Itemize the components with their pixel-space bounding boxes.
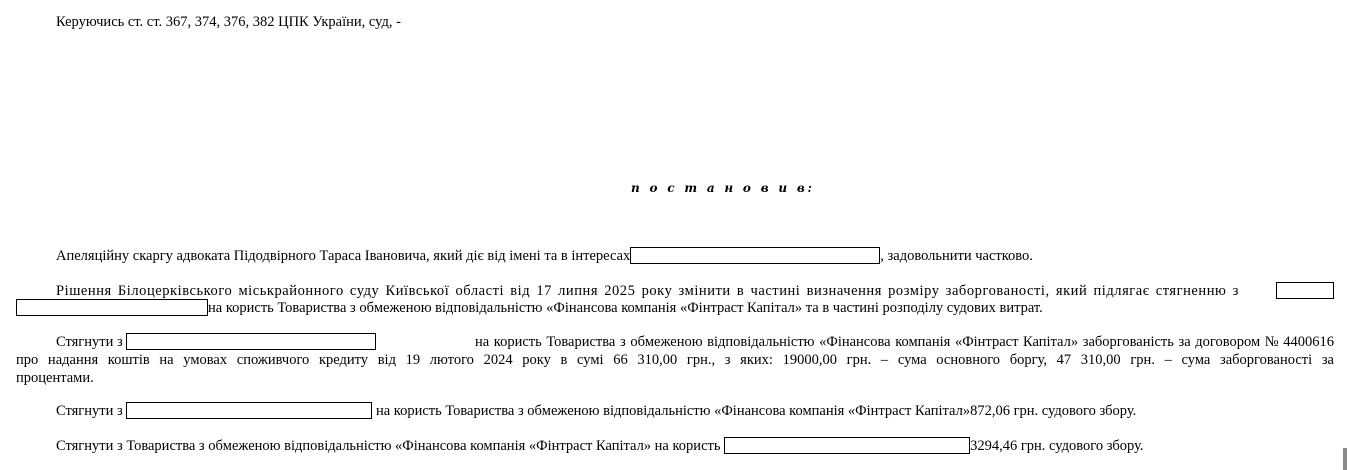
preamble-text: Керуючись ст. ст. 367, 374, 376, 382 ЦПК України, суд, - [56,14,401,30]
court-fee-2-tail: 3294,46 грн. судового збору. [970,438,1144,454]
paragraph-decision-line1 [56,282,1334,300]
redacted-name-box [630,247,880,264]
redacted-name-box [1276,282,1334,299]
redacted-name-box [126,333,376,350]
paragraph-recover-debt-line2: про надання коштів на умовах споживчого кредиту від 19 лютого 2024 року в сумі 66 310,00 грн., з яких: 19000,00 грн. – сума основного боргу, 47 310,00 грн. – сума заборгованості за [16,352,1334,368]
paragraph-decision-tail: на користь Товариства з обмеженою відповідальністю «Фінансова компанія «Фінтраст Капітал» та в частині розподілу судових витрат. [208,300,1043,316]
redacted-name-box [724,437,970,454]
paragraph-decision-text: Рішення Білоцерківського міськрайонного суду Київської області від 17 липня 2025 року змінити в частині визначення розміру заборгованості, який підлягає стягненню з [56,283,1239,299]
paragraph-recover-debt-text: на користь Товариства з обмеженою відповідальністю «Фінансова компанія «Фінтраст Капітал» заборгованість за договором № 4400616 [474,334,1334,350]
paragraph-recover-debt-line1 [56,333,1334,351]
court-fee-1-text: на користь Товариства з обмеженою відповідальністю «Фінансова компанія «Фінтраст Капітал»872,06 грн. судового збору. [375,403,1137,419]
paragraph-appeal-text: Апеляційну скаргу адвоката Підодвірного Тараса Івановича, який діє від імені та в інтересах [56,248,631,264]
paragraph-appeal-tail: , задовольнити частково. [880,248,1033,264]
paragraph-appeal [56,247,1033,265]
paragraph-recover-debt-lead [56,333,376,351]
court-fee-2-text: Стягнути з Товариства з обмеженою відповідальністю «Фінансова компанія «Фінтраст Капітал» на користь [56,438,721,454]
redacted-name-box [126,402,372,419]
paragraph-decision-line2 [16,299,1043,317]
scrollbar-thumb[interactable] [1343,448,1347,470]
ruling-heading: п о с т а н о в и в: [631,181,815,195]
redacted-name-box [16,299,208,316]
paragraph-recover-debt-line3: процентами. [16,370,94,386]
paragraph-court-fee-2 [56,437,1144,455]
court-fee-1-lead: Стягнути з [56,403,123,419]
paragraph-court-fee-1 [56,402,1136,420]
recover-lead-text: Стягнути з [56,334,123,350]
